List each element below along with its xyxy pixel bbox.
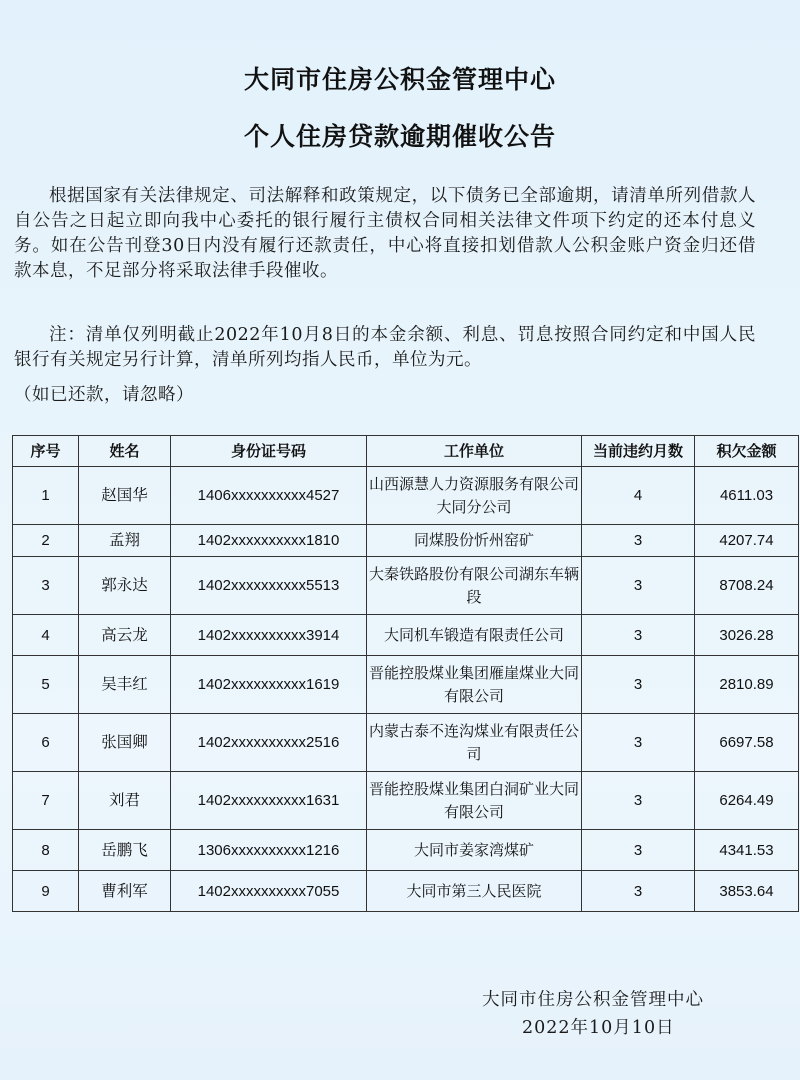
cell-work-unit: 晋能控股煤业集团雁崖煤业大同有限公司: [367, 656, 582, 714]
header-work-unit: 工作单位: [367, 436, 582, 467]
cell-id-number: 1402xxxxxxxxxx2516: [171, 714, 367, 772]
cell-serial-no: 5: [13, 656, 79, 714]
cell-name: 高云龙: [79, 615, 171, 656]
cell-work-unit: 大同机车锻造有限责任公司: [367, 615, 582, 656]
cell-name: 曹利军: [79, 871, 171, 912]
header-serial-no: 序号: [13, 436, 79, 467]
cell-amount-owed: 4341.53: [695, 830, 799, 871]
cell-name: 岳鹏飞: [79, 830, 171, 871]
cell-id-number: 1402xxxxxxxxxx1631: [171, 772, 367, 830]
cell-default-months: 3: [582, 525, 695, 557]
cell-id-number: 1406xxxxxxxxxx4527: [171, 467, 367, 525]
table-row: [13, 656, 799, 714]
cell-amount-owed: 4611.03: [695, 467, 799, 525]
cell-work-unit: 内蒙古泰不连沟煤业有限责任公司: [367, 714, 582, 772]
cell-name: 赵国华: [79, 467, 171, 525]
overdue-borrower-table: [12, 435, 799, 912]
cell-serial-no: 7: [13, 772, 79, 830]
cell-work-unit: 山西源慧人力资源服务有限公司大同分公司: [367, 467, 582, 525]
cell-default-months: 3: [582, 830, 695, 871]
cell-amount-owed: 3026.28: [695, 615, 799, 656]
notice-paragraph-ignore: （如已还款，请忽略）: [14, 385, 194, 405]
notice-title: 个人住房贷款逾期催收公告: [243, 122, 556, 151]
cell-name: 孟翔: [79, 525, 171, 557]
cell-serial-no: 1: [13, 467, 79, 525]
table-row: [13, 830, 799, 871]
header-name: 姓名: [79, 436, 171, 467]
notice-paragraph-main: 根据国家有关法律规定、司法解释和政策规定，以下债务已全部逾期，请清单所列借款人自公告之日起立即向我中心委托的银行履行主债权合同相关法律文件项下约定的还本付息义务。如在公告刊登30日内没有履行还款责任，中心将直接扣划借款人公积金账户资金归还借款本息，不足部分将采取法律手段催收。: [14, 186, 756, 281]
table-row: [13, 467, 799, 525]
cell-default-months: 3: [582, 714, 695, 772]
cell-default-months: 3: [582, 656, 695, 714]
cell-id-number: 1402xxxxxxxxxx3914: [171, 615, 367, 656]
footer-date: 2022年10月10日: [522, 1018, 675, 1038]
table-row: [13, 871, 799, 912]
table-row: [13, 772, 799, 830]
header-default-months: 当前违约月数: [582, 436, 695, 467]
cell-amount-owed: 2810.89: [695, 656, 799, 714]
cell-name: 刘君: [79, 772, 171, 830]
cell-default-months: 3: [582, 871, 695, 912]
table-header-row: [13, 436, 799, 467]
cell-serial-no: 4: [13, 615, 79, 656]
cell-work-unit: 同煤股份忻州窑矿: [367, 525, 582, 557]
cell-default-months: 4: [582, 467, 695, 525]
cell-amount-owed: 8708.24: [695, 557, 799, 615]
cell-id-number: 1402xxxxxxxxxx1810: [171, 525, 367, 557]
cell-amount-owed: 6264.49: [695, 772, 799, 830]
cell-serial-no: 2: [13, 525, 79, 557]
cell-name: 张国卿: [79, 714, 171, 772]
cell-default-months: 3: [582, 557, 695, 615]
cell-amount-owed: 3853.64: [695, 871, 799, 912]
cell-serial-no: 3: [13, 557, 79, 615]
header-id-number: 身份证号码: [171, 436, 367, 467]
cell-name: 吴丰红: [79, 656, 171, 714]
cell-id-number: 1306xxxxxxxxxx1216: [171, 830, 367, 871]
cell-amount-owed: 4207.74: [695, 525, 799, 557]
table-row: [13, 714, 799, 772]
cell-work-unit: 晋能控股煤业集团白洞矿业大同有限公司: [367, 772, 582, 830]
cell-work-unit: 大同市姜家湾煤矿: [367, 830, 582, 871]
notice-org-title: 大同市住房公积金管理中心: [243, 65, 556, 94]
cell-serial-no: 9: [13, 871, 79, 912]
cell-name: 郭永达: [79, 557, 171, 615]
table-row: [13, 615, 799, 656]
cell-amount-owed: 6697.58: [695, 714, 799, 772]
cell-id-number: 1402xxxxxxxxxx5513: [171, 557, 367, 615]
header-amount-owed: 积欠金额: [695, 436, 799, 467]
footer-issuer: 大同市住房公积金管理中心: [482, 990, 704, 1010]
table-row: [13, 557, 799, 615]
cell-serial-no: 6: [13, 714, 79, 772]
cell-id-number: 1402xxxxxxxxxx7055: [171, 871, 367, 912]
table-row: [13, 525, 799, 557]
notice-paragraph-note: 注：清单仅列明截止2022年10月8日的本金余额、利息、罚息按照合同约定和中国人民银行有关规定另行计算，清单所列均指人民币，单位为元。: [14, 325, 756, 370]
cell-default-months: 3: [582, 772, 695, 830]
cell-work-unit: 大秦铁路股份有限公司湖东车辆段: [367, 557, 582, 615]
cell-id-number: 1402xxxxxxxxxx1619: [171, 656, 367, 714]
cell-serial-no: 8: [13, 830, 79, 871]
cell-default-months: 3: [582, 615, 695, 656]
cell-work-unit: 大同市第三人民医院: [367, 871, 582, 912]
